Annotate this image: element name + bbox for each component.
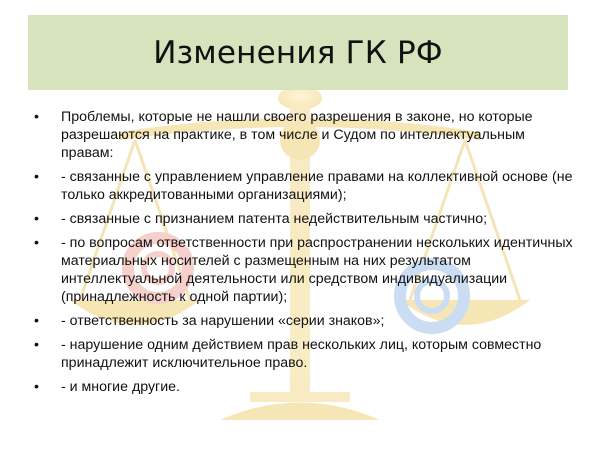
bullet-glyph: • — [34, 109, 39, 125]
bullet-text: - ответственность за нарушении «серии знаков»; — [61, 313, 385, 329]
bullet-item — [34, 108, 574, 162]
slide-title: Изменения ГК РФ — [153, 34, 443, 71]
bullet-text: - связанные с управлением управление правами на коллективной основе (не только аккредитованными организациями); — [61, 169, 573, 203]
bullet-text: - по вопросам ответственности при распространении нескольких идентичных материальных носителей с размещенным на них результатом интеллектуальной деятельности или средством индивидуализации (принадлежность к одной партии); — [61, 235, 573, 305]
bullet-glyph: • — [34, 379, 39, 395]
title-banner — [28, 15, 568, 90]
bullet-glyph: • — [34, 211, 39, 227]
bullet-list — [34, 108, 574, 402]
bullet-item — [34, 234, 574, 306]
bullet-glyph: • — [34, 337, 39, 353]
bullet-glyph: • — [34, 235, 39, 251]
bullet-item — [34, 210, 574, 228]
bullet-text: - связанные с признанием патента недействительным частично; — [61, 211, 488, 227]
bullet-glyph: • — [34, 169, 39, 185]
bullet-item — [34, 312, 574, 330]
bullet-item — [34, 336, 574, 372]
bullet-text: - нарушение одним действием прав нескольких лиц, которым совместно принадлежит исключительное право. — [61, 337, 542, 371]
bullet-item — [34, 378, 574, 396]
bullet-text: - и многие другие. — [61, 379, 180, 395]
bullet-item — [34, 168, 574, 204]
bullet-glyph: • — [34, 313, 39, 329]
bullet-text: Проблемы, которые не нашли своего разрешения в законе, но которые разрешаются на практике, в том числе и Судом по интеллектуальным правам: — [61, 109, 533, 161]
